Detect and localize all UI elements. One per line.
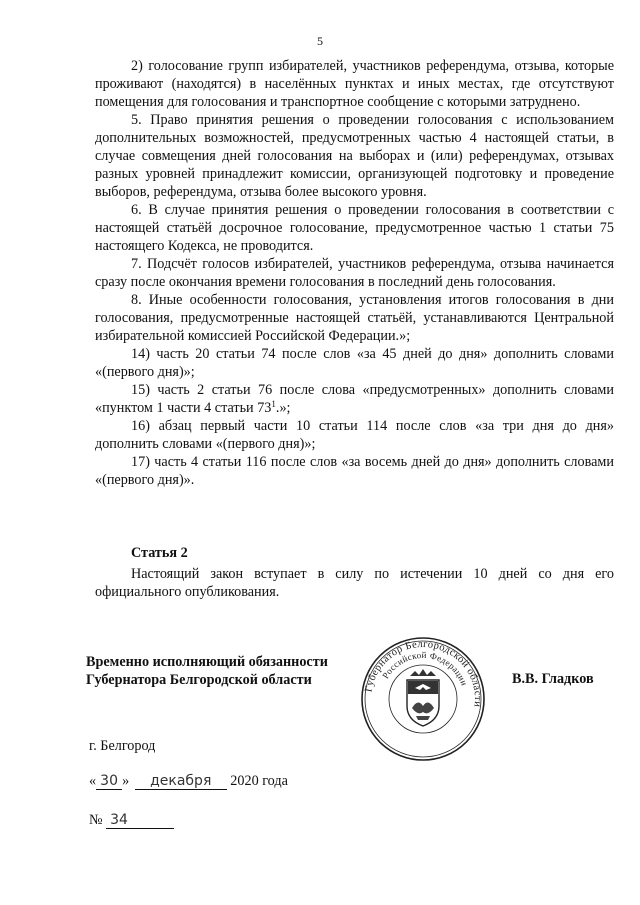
seal-inner-text: Российской Федерации xyxy=(380,649,470,688)
document-body xyxy=(95,57,614,489)
paragraph: Настоящий закон вступает в силу по истечении 10 дней со дня его официального опубликования. xyxy=(95,566,614,600)
paragraph: 5. Право принятия решения о проведении голосования с использованием дополнительных возможностей, предусмотренных частью 4 настоящей статьи, в случае совмещения дней голосования на выборах и (или) референдумах, отзывах разных уровней принадлежит комиссии, организующей подготовку и проведение выборов, референдума, отзыва более высокого уровня. xyxy=(95,112,614,200)
paragraph: 14) часть 20 статьи 74 после слов «за 45 дней до дня» дополнить словами «(первого дня)»; xyxy=(95,346,614,380)
date-day: 30 xyxy=(96,774,122,790)
article-title: Статья 2 xyxy=(131,545,188,561)
date-year: 2020 года xyxy=(230,773,288,789)
paragraph: 16) абзац первый части 10 статьи 114 после слов «за три дня до дня» дополнить словами «(первого дня)»; xyxy=(95,418,614,452)
signing-date xyxy=(89,773,288,790)
paragraph: 8. Иные особенности голосования, установления итогов голосования в дни голосования, предусмотренные настоящей статьёй, устанавливаются Центральной избирательной комиссией Российской Федерации.»; xyxy=(95,292,614,344)
superscript: 1 xyxy=(271,399,276,409)
law-number xyxy=(89,812,174,829)
position-line: Губернатора Белгородской области xyxy=(86,672,312,688)
paragraph: 6. В случае принятия решения о проведении голосования в соответствии с настоящей статьёй досрочное голосование, предусмотренное частью 1 статьи 75 настоящего Кодекса, не проводится. xyxy=(95,202,614,254)
signing-place: г. Белгород xyxy=(89,738,156,754)
article-body xyxy=(95,565,614,601)
seal-outer-text: Губернатор Белгородской области xyxy=(363,638,484,708)
date-quote-open: « xyxy=(89,773,97,789)
paragraph: 7. Подсчёт голосов избирателей, участников референдума, отзыва начинается сразу после окончания времени голосования в последний день голосования. xyxy=(95,256,614,290)
paragraph: 17) часть 4 статьи 116 после слов «за восемь дней до дня» дополнить словами «(первого дня)». xyxy=(95,454,614,488)
paragraph-text: .»; xyxy=(275,400,291,416)
paragraph-text: 15) часть 2 статьи 76 после слова «предусмотренных» дополнить словами «пунктом 1 части 4 статьи 73 xyxy=(95,382,614,416)
official-seal-icon xyxy=(360,636,486,762)
signatory-position xyxy=(86,653,328,689)
paragraph: 2) голосование групп избирателей, участников референдума, отзыва, которые проживают (находятся) в населённых пунктах и иных местах, где отсутствуют помещения для голосования и транспортное сообщение с которыми затруднено. xyxy=(95,58,614,110)
number-value: 34 xyxy=(106,813,174,829)
page-number: 5 xyxy=(317,34,323,48)
paragraph xyxy=(95,381,614,417)
date-quote-close: » xyxy=(122,773,130,789)
position-line: Временно исполняющий обязанности xyxy=(86,654,328,670)
date-month: декабря xyxy=(135,774,227,790)
number-sign: № xyxy=(89,812,103,828)
signatory-name: В.В. Гладков xyxy=(512,671,594,687)
